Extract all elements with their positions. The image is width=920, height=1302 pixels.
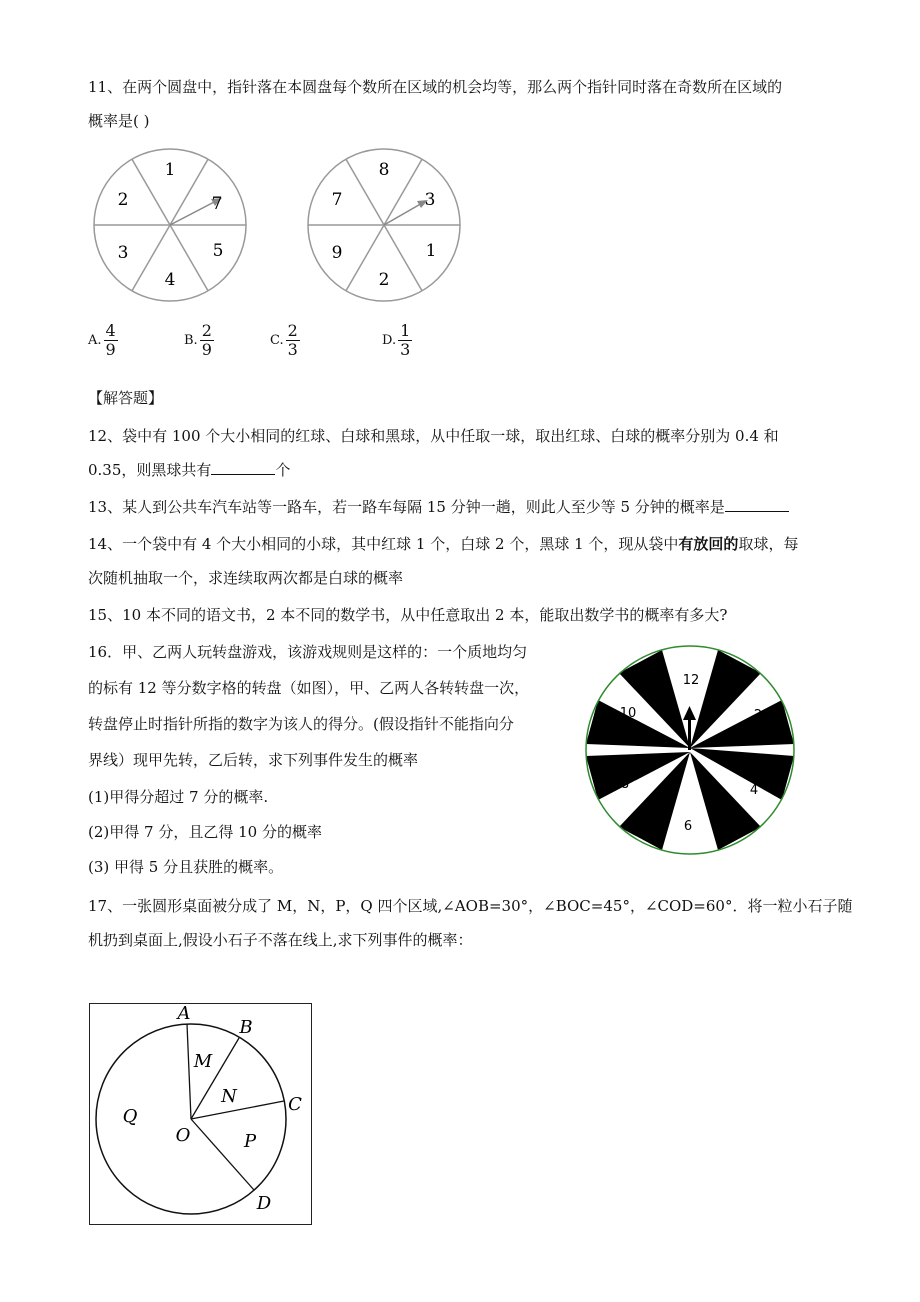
spinner-disc-1 <box>90 145 250 305</box>
answer-blank[interactable] <box>725 497 789 512</box>
option-c[interactable]: C. $\frac{2}{3}$ <box>270 321 298 359</box>
section-heading: 【解答题】 <box>88 389 164 407</box>
q12-line2: 0.35，则黑球共有 个 <box>88 461 291 479</box>
disc2-label: 1 <box>425 241 437 261</box>
number-wheel <box>582 642 798 858</box>
q14-line1: 14、一个袋中有 4 个大小相同的小球，其中红球 1 个，白球 2 个，黑球 1 个，现从袋中有放回的取球，每 <box>88 535 799 553</box>
q16-part: (1)甲得分超过 7 分的概率. <box>88 788 269 806</box>
q11-line2: 概率是( ) <box>88 112 150 130</box>
wheel-label: 12 <box>682 673 700 688</box>
disc2-label: 2 <box>378 270 390 290</box>
disc1-label: 1 <box>164 160 176 180</box>
spinner-disc-2 <box>304 145 464 305</box>
disc1-label: 3 <box>117 243 129 263</box>
disc2-label: 3 <box>424 190 436 210</box>
wheel-label: 4 <box>749 783 759 798</box>
disc1-label: 2 <box>117 190 129 210</box>
disc1-label: 4 <box>164 270 176 290</box>
q16-line: 界线）现甲先转，乙后转，求下列事件发生的概率 <box>88 751 419 769</box>
circle-region-diagram <box>89 1003 312 1225</box>
wheel-label: 6 <box>683 819 693 834</box>
point-d-label: D <box>256 1193 272 1214</box>
q16-part: (2)甲得 7 分，且乙得 10 分的概率 <box>88 823 322 841</box>
answer-blank[interactable] <box>211 460 275 475</box>
q16-line: 转盘停止时指针所指的数字为该人的得分。(假设指针不能指向分 <box>88 715 514 733</box>
region-p-label: P <box>243 1131 257 1152</box>
q14-line2: 次随机抽取一个，求连续取两次都是白球的概率 <box>88 569 404 587</box>
point-c-label: C <box>288 1094 302 1115</box>
disc1-label: 7 <box>211 194 223 214</box>
option-d[interactable]: D. $\frac{1}{3}$ <box>382 321 411 359</box>
q16-part: (3) 甲得 5 分且获胜的概率。 <box>88 858 284 876</box>
disc2-label: 7 <box>331 190 343 210</box>
region-q-label: Q <box>122 1106 138 1127</box>
point-o-label: O <box>175 1125 191 1146</box>
q11-line1: 11、在两个圆盘中，指针落在本圆盘每个数所在区域的机会均等，那么两个指针同时落在奇数所在区域的 <box>88 78 783 96</box>
point-a-label: A <box>177 1003 191 1024</box>
wheel-label: 10 <box>619 706 637 721</box>
q17-line2: 机扔到桌面上,假设小石子不落在线上,求下列事件的概率： <box>88 931 473 949</box>
disc1-label: 5 <box>212 241 224 261</box>
option-b[interactable]: B. $\frac{2}{9}$ <box>184 321 212 359</box>
region-m-label: M <box>193 1051 213 1072</box>
q13-line: 13、某人到公共车汽车站等一路车，若一路车每隔 15 分钟一趟，则此人至少等 5 分钟的概率是 <box>88 497 789 517</box>
q15-line: 15、10 本不同的语文书，2 本不同的数学书，从中任意取出 2 本，能取出数学书的概率有多大? <box>88 606 728 624</box>
q16-line: 16．甲、乙两人玩转盘游戏，该游戏规则是这样的：一个质地均匀 <box>88 643 528 661</box>
q17-line1: 17、一张圆形桌面被分成了 M，N，P，Q 四个区域,∠AOB=30°，∠BOC=45°，∠COD=60°．将一粒小石子随 <box>88 897 853 915</box>
disc2-label: 8 <box>378 160 390 180</box>
point-b-label: B <box>239 1017 253 1038</box>
wheel-label: 8 <box>620 777 630 792</box>
option-a[interactable]: A. $\frac{4}{9}$ <box>88 321 116 359</box>
wheel-label: 2 <box>753 708 763 723</box>
region-n-label: N <box>221 1086 237 1107</box>
q16-line: 的标有 12 等分数字格的转盘（如图），甲、乙两人各转转盘一次， <box>88 679 530 697</box>
disc2-label: 9 <box>331 243 343 263</box>
q12-line1: 12、袋中有 100 个大小相同的红球、白球和黑球，从中任取一球，取出红球、白球的概率分别为 0.4 和 <box>88 427 779 445</box>
